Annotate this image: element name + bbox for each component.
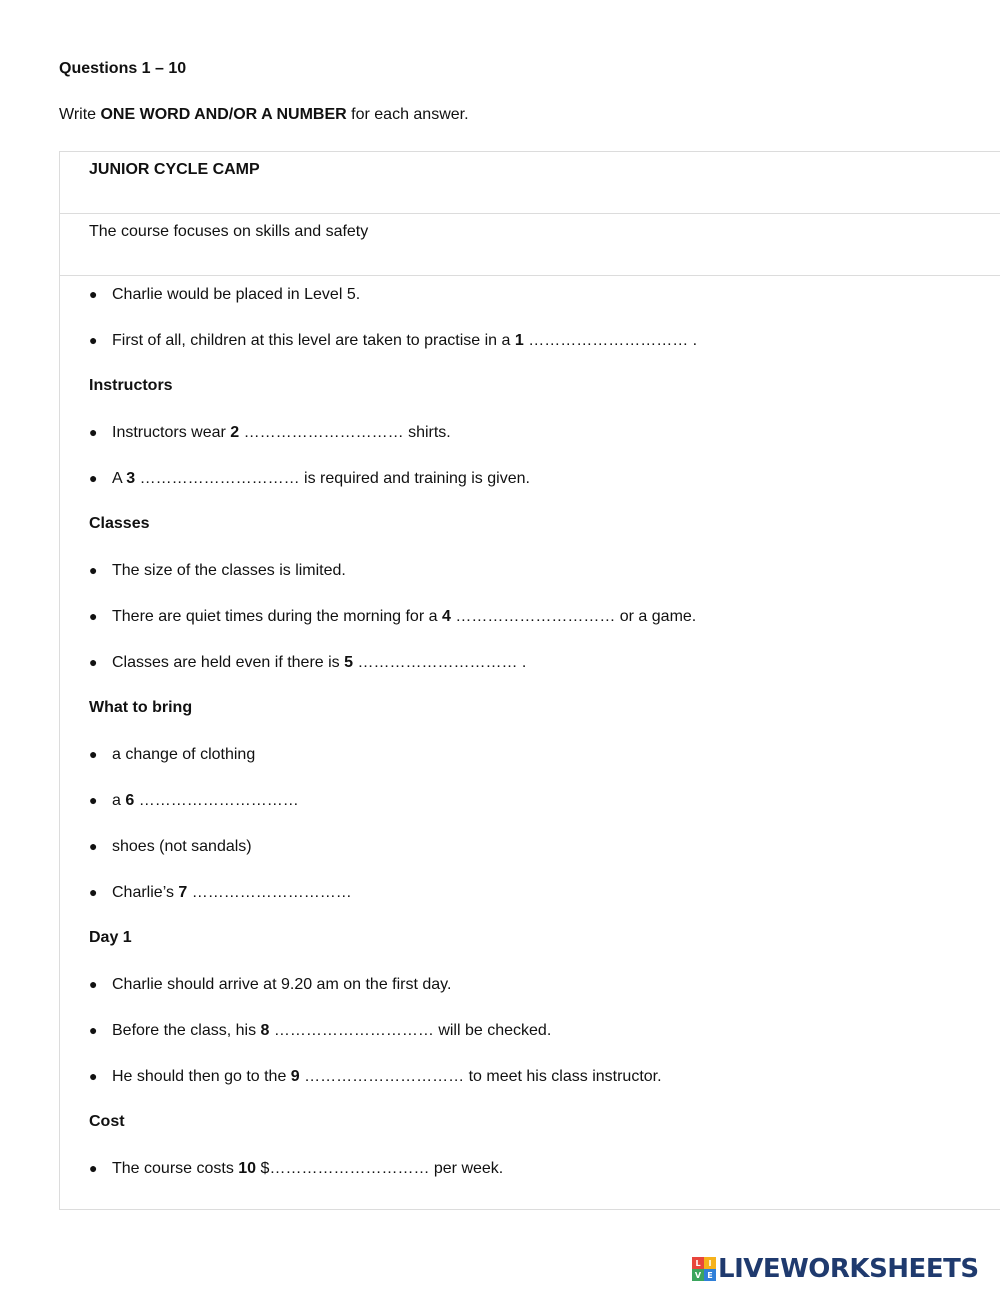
bullet-text: A bbox=[112, 470, 127, 487]
questions-heading: Questions 1 – 10 bbox=[59, 60, 187, 77]
form-intro: The course focuses on skills and safety bbox=[89, 223, 369, 240]
bullet-item bbox=[89, 1157, 503, 1179]
section-heading: Instructors bbox=[89, 377, 173, 394]
bullet-text: First of all, children at this level are taken to practise in a bbox=[112, 332, 515, 349]
bullet-icon: ● bbox=[89, 884, 98, 900]
question-number: 1 bbox=[514, 332, 524, 349]
answer-blank[interactable]: ………………………… bbox=[528, 332, 689, 349]
bullet-icon: ● bbox=[89, 286, 98, 302]
bullet-item bbox=[89, 973, 451, 995]
bullet-text-after: shirts. bbox=[403, 424, 451, 441]
bullet-icon: ● bbox=[89, 608, 98, 624]
answer-blank[interactable]: ………………………… bbox=[243, 424, 404, 441]
bullet-text: Charlie would be placed in Level 5. bbox=[112, 286, 361, 303]
instruction-text bbox=[59, 106, 469, 124]
section-heading: What to bring bbox=[89, 699, 193, 716]
bullet-text-after: will be checked. bbox=[433, 1022, 552, 1039]
logo-mark-cell: L bbox=[692, 1257, 704, 1269]
bullet-icon: ● bbox=[89, 838, 98, 854]
bullet-item bbox=[89, 789, 299, 811]
bullet-icon: ● bbox=[89, 792, 98, 808]
form-intro-row bbox=[60, 214, 1000, 276]
bullet-icon: ● bbox=[89, 1068, 98, 1084]
bullet-text: There are quiet times during the morning for a bbox=[112, 608, 442, 625]
question-number: 5 bbox=[344, 654, 354, 671]
question-number: 2 bbox=[230, 424, 240, 441]
bullet-text: Instructors wear bbox=[112, 424, 231, 441]
logo-mark-cell: V bbox=[692, 1269, 704, 1281]
bullet-text-after: per week. bbox=[429, 1160, 504, 1177]
question-number: 3 bbox=[126, 470, 136, 487]
bullet-text: Charlie should arrive at 9.20 am on the first day. bbox=[112, 976, 452, 993]
question-number: 4 bbox=[441, 608, 451, 625]
bullet-text-after: to meet his class instructor. bbox=[464, 1068, 662, 1085]
bullet-item bbox=[89, 421, 451, 443]
bullet-text: shoes (not sandals) bbox=[112, 838, 252, 855]
bullet-text: The course costs bbox=[112, 1160, 239, 1177]
answer-blank[interactable]: ………………………… bbox=[191, 884, 352, 901]
bullet-text: a bbox=[112, 792, 126, 809]
bullet-icon: ● bbox=[89, 332, 98, 348]
bullet-item bbox=[89, 283, 360, 305]
instruction-bold: ONE WORD AND/OR A NUMBER bbox=[100, 106, 347, 123]
bullet-text-after: is required and training is given. bbox=[299, 470, 530, 487]
question-number: 7 bbox=[178, 884, 188, 901]
bullet-item bbox=[89, 881, 352, 903]
bullet-icon: ● bbox=[89, 424, 98, 440]
form-box bbox=[59, 151, 1000, 1210]
answer-blank[interactable]: ………………………… bbox=[455, 608, 616, 625]
bullet-text-after: . bbox=[517, 654, 527, 671]
answer-blank[interactable]: ………………………… bbox=[139, 470, 300, 487]
section-heading: Classes bbox=[89, 515, 150, 532]
bullet-text-after: or a game. bbox=[615, 608, 697, 625]
bullet-item bbox=[89, 651, 526, 673]
answer-blank[interactable]: ………………………… bbox=[304, 1068, 465, 1085]
bullet-item bbox=[89, 1019, 551, 1041]
bullet-item bbox=[89, 329, 697, 351]
answer-blank[interactable]: ………………………… bbox=[357, 654, 518, 671]
logo-mark-cell: E bbox=[704, 1269, 716, 1281]
logo-text: LIVEWORKSHEETS bbox=[718, 1254, 979, 1284]
bullet-item bbox=[89, 1065, 662, 1087]
bullet-icon: ● bbox=[89, 746, 98, 762]
answer-blank[interactable]: ………………………… bbox=[269, 1160, 430, 1177]
bullet-item bbox=[89, 835, 252, 857]
bullet-item bbox=[89, 605, 696, 627]
question-number: 8 bbox=[260, 1022, 270, 1039]
bullet-icon: ● bbox=[89, 470, 98, 486]
bullet-item bbox=[89, 467, 530, 489]
bullet-text-after: . bbox=[688, 332, 698, 349]
currency-symbol: $ bbox=[260, 1160, 270, 1177]
bullet-icon: ● bbox=[89, 654, 98, 670]
question-number: 6 bbox=[125, 792, 135, 809]
question-number: 10 bbox=[238, 1160, 257, 1177]
bullet-icon: ● bbox=[89, 1160, 98, 1176]
bullet-icon: ● bbox=[89, 562, 98, 578]
bullet-text: a change of clothing bbox=[112, 746, 256, 763]
instruction-suffix: for each answer. bbox=[346, 106, 469, 123]
bullet-item bbox=[89, 743, 255, 765]
section-heading: Cost bbox=[89, 1113, 125, 1130]
section-heading: Day 1 bbox=[89, 929, 132, 946]
bullet-text: The size of the classes is limited. bbox=[112, 562, 346, 579]
logo-mark-cell: I bbox=[704, 1257, 716, 1269]
liveworksheets-logo bbox=[692, 1254, 979, 1284]
bullet-icon: ● bbox=[89, 976, 98, 992]
logo-mark-icon bbox=[692, 1257, 716, 1281]
answer-blank[interactable]: ………………………… bbox=[138, 792, 299, 809]
bullet-text: Before the class, his bbox=[112, 1022, 261, 1039]
form-title: JUNIOR CYCLE CAMP bbox=[89, 161, 260, 178]
bullet-icon: ● bbox=[89, 1022, 98, 1038]
answer-blank[interactable]: ………………………… bbox=[273, 1022, 434, 1039]
question-number: 9 bbox=[290, 1068, 300, 1085]
bullet-text: He should then go to the bbox=[112, 1068, 291, 1085]
instruction-prefix: Write bbox=[59, 106, 101, 123]
bullet-item bbox=[89, 559, 346, 581]
bullet-text: Charlie’s bbox=[112, 884, 179, 901]
form-title-row bbox=[60, 152, 1000, 214]
bullet-text: Classes are held even if there is bbox=[112, 654, 345, 671]
